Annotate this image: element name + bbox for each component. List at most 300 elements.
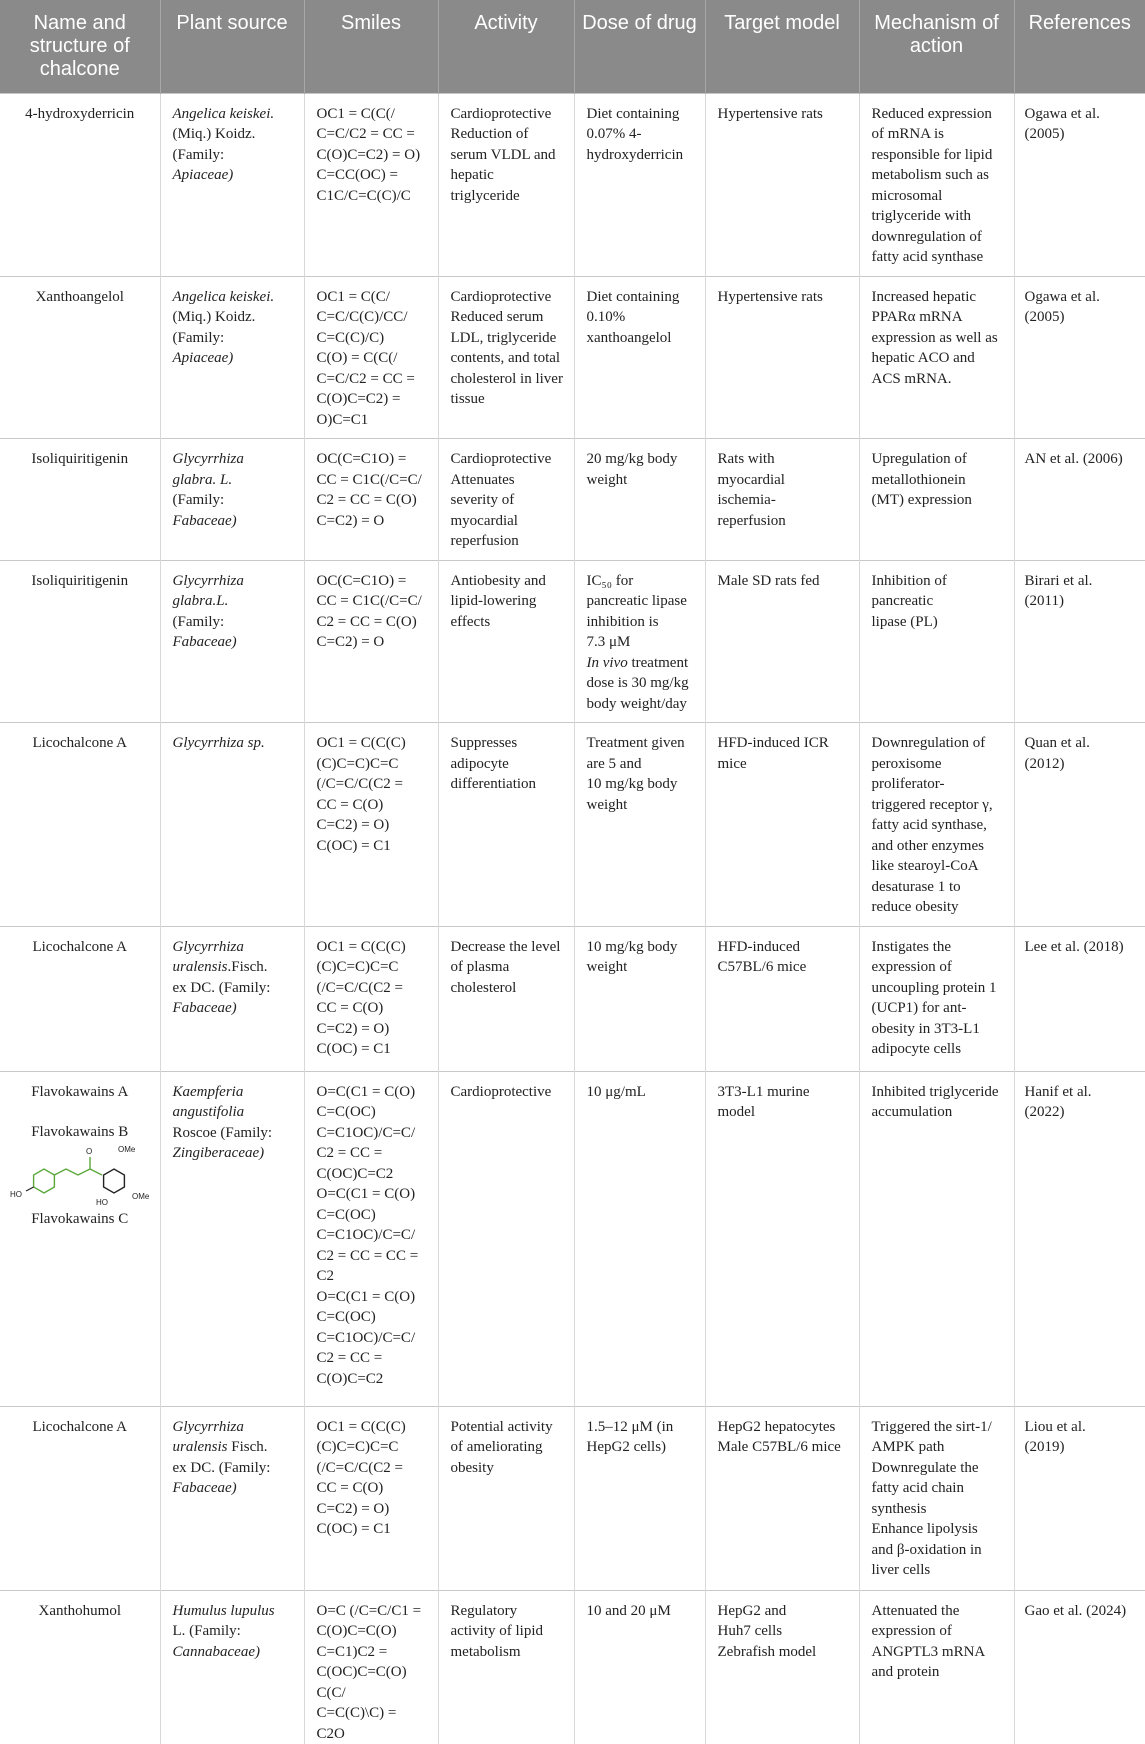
cell-line: HFD-induced ICR — [717, 735, 829, 751]
cell-line: Roscoe (Family: — [172, 1124, 273, 1141]
cell-line: CC = C1C(/C=C/ — [316, 471, 422, 488]
cell-plant — [160, 93, 304, 276]
cell-line: Humulus lupulus — [172, 1602, 275, 1619]
header-mechanism: Mechanism of action — [859, 0, 1014, 93]
cell-line: CC = C(O) — [316, 1480, 384, 1496]
cell-line: Birari et al. — [1024, 572, 1093, 589]
cell-line: (/C=C/C(C2 = — [316, 979, 404, 996]
cell-activity — [438, 1071, 574, 1406]
cell-line: C(O)C=C(O) — [316, 1623, 397, 1639]
cell-activity — [438, 926, 574, 1071]
cell-line: reduce obesity — [871, 899, 959, 915]
cell-line: 0.10% — [586, 309, 626, 325]
cell-line: glabra. L. — [172, 471, 233, 488]
cell-line: Diet containing — [586, 288, 680, 305]
cell-target — [705, 926, 859, 1071]
cell-line: fatty acid chain — [871, 1480, 964, 1496]
cell-line: triglyceride — [450, 187, 520, 204]
cell-line: O=C(C1 = C(O) — [316, 1186, 416, 1202]
cell-ref — [1014, 93, 1145, 276]
cell-plant — [160, 926, 304, 1071]
cell-line: obesity — [450, 1459, 494, 1476]
cell-line: Glycyrrhiza sp. — [172, 735, 265, 751]
cell-line: (C)C=C)C=C — [316, 1439, 399, 1455]
cell-line: HepG2 hepatocytes — [717, 1418, 836, 1435]
cell-line: Gao et al. (2024) — [1024, 1602, 1127, 1619]
cell-activity — [438, 723, 574, 927]
cell-line: responsible for lipid — [871, 146, 993, 163]
cell-line: (/C=C/C(C2 = — [316, 1459, 404, 1476]
cell-line: HepG2 cells) — [586, 1439, 667, 1455]
cell-line: Licochalcone A — [32, 938, 128, 955]
cell-line: desaturase 1 to — [871, 878, 961, 895]
cell-line: Xanthoangelol — [35, 288, 124, 305]
cell-mechanism — [859, 439, 1014, 561]
cell-line: (C)C=C)C=C — [316, 755, 399, 772]
cell-line: CC = C(O) — [316, 796, 384, 813]
cell-ref — [1014, 560, 1145, 723]
cell-line: liver cells — [871, 1562, 931, 1578]
cell-line: Decrease the level — [450, 938, 561, 955]
cell-line: 1.5–12 μM (in — [586, 1418, 674, 1435]
cell-line: Fabaceae) — [172, 1000, 237, 1016]
cell-line: activity of lipid — [450, 1623, 543, 1639]
cell-line: (Family: — [172, 613, 225, 630]
cell-line: C2 = CC = — [316, 1350, 383, 1366]
cell-ref — [1014, 1071, 1145, 1406]
cell-line: Hypertensive rats — [717, 288, 823, 305]
cell-smiles — [304, 439, 438, 561]
cell-line: are 5 and — [586, 755, 642, 772]
cell-plant — [160, 276, 304, 439]
cell-line: Instigates the — [871, 938, 952, 955]
cell-line: AMPK path — [871, 1439, 945, 1455]
cell-mechanism — [859, 723, 1014, 927]
cell-line: 7.3 μM — [586, 634, 631, 650]
cell-dose — [574, 1406, 705, 1590]
cell-line: Liou et al. — [1024, 1418, 1086, 1435]
cell-line: (2019) — [1024, 1439, 1065, 1455]
ho-bottom-label: HO — [96, 1197, 108, 1207]
cell-line: microsomal — [871, 187, 943, 204]
flavokawain-structure-image — [6, 1143, 156, 1209]
cell-line: downregulation of — [871, 228, 982, 245]
cell-target — [705, 560, 859, 723]
cell-line: (Miq.) Koidz. — [172, 309, 256, 325]
cell-line: Apiaceae) — [172, 167, 234, 183]
cell-line: Huh7 cells — [717, 1623, 783, 1639]
cell-line: Downregulate the — [871, 1459, 979, 1476]
cell-line: Zebrafish model — [717, 1643, 817, 1660]
cell-line: glabra.L. — [172, 593, 229, 609]
cell-activity — [438, 276, 574, 439]
header-name: Name and structure of chalcone — [0, 0, 160, 93]
cell-name — [0, 93, 160, 276]
cell-target — [705, 1406, 859, 1590]
cell-line: Apiaceae) — [172, 350, 234, 366]
cell-line: In vivo treatment — [586, 654, 689, 671]
cell-target — [705, 439, 859, 561]
cell-line: obesity in 3T3-L1 — [871, 1020, 980, 1037]
cell-line: of ameliorating — [450, 1439, 543, 1455]
cell-line: OC1 = C(C(C) — [316, 938, 406, 955]
cell-line: Ogawa et al. — [1024, 105, 1100, 122]
cell-activity — [438, 439, 574, 561]
cell-plant — [160, 439, 304, 561]
cell-line: O)C=C1 — [316, 411, 369, 428]
cell-line: 10 and 20 μM — [586, 1602, 671, 1619]
cell-line: Male C57BL/6 mice — [717, 1439, 841, 1455]
table-row — [0, 93, 1145, 276]
cell-line: CC = C(O) — [316, 1000, 384, 1016]
cell-dose — [574, 439, 705, 561]
cell-dose — [574, 723, 705, 927]
cell-line: O=C(C1 = C(O) — [316, 1288, 416, 1305]
header-references: References — [1014, 0, 1145, 93]
cell-plant — [160, 1071, 304, 1406]
cell-line: triggered receptor γ, — [871, 796, 993, 813]
cell-smiles — [304, 560, 438, 723]
cell-line: C=C(C)/C) — [316, 329, 385, 346]
table-row — [0, 560, 1145, 723]
cell-activity — [438, 1590, 574, 1744]
cell-line: (Family: — [172, 329, 225, 346]
cell-ref — [1014, 1406, 1145, 1590]
cell-line: uralensis Fisch. — [172, 1439, 268, 1455]
cell-line: reperfusion — [717, 512, 786, 529]
cell-name — [0, 560, 160, 723]
cell-line: C(O)C=C2 — [316, 1370, 384, 1387]
cell-line: C=C2) = O — [316, 634, 385, 650]
cell-line: 10 mg/kg body — [586, 776, 678, 792]
cell-line: dose is 30 mg/kg — [586, 675, 689, 691]
cell-line: (/C=C/C(C2 = — [316, 776, 404, 792]
cell-line: C(C/ — [316, 1684, 346, 1701]
cell-target — [705, 1590, 859, 1744]
cell-line: OC1 = C(C(/ — [316, 105, 395, 122]
cell-line: severity of — [450, 492, 515, 508]
cell-line: lipase (PL) — [871, 613, 938, 630]
cell-line: Rats with — [717, 451, 775, 467]
cell-plant — [160, 1590, 304, 1744]
cell-line: C(OC) = C1 — [316, 1521, 391, 1537]
cell-line: accumulation — [871, 1104, 953, 1120]
cell-line: hydroxyderricin — [586, 146, 684, 163]
cell-line: Isoliquiritigenin — [31, 572, 129, 589]
table-row — [0, 439, 1145, 561]
cell-line: Upregulation of — [871, 451, 967, 467]
cell-line: Hypertensive rats — [717, 105, 823, 122]
cell-line: Diet containing — [586, 105, 680, 122]
cell-line: angustifolia — [172, 1104, 245, 1120]
cell-line: Triggered the sirt-1/ — [871, 1418, 992, 1435]
cell-line: pancreatic — [871, 593, 934, 609]
cell-line: Regulatory — [450, 1602, 518, 1619]
cell-line: Cardioprotective — [450, 105, 552, 122]
cell-line: Downregulation of — [871, 735, 986, 751]
cell-line: like stearoyl-CoA — [871, 858, 979, 874]
cell-line: Zingiberaceae) — [172, 1145, 265, 1161]
cell-line: Treatment given — [586, 735, 685, 751]
cell-line: (C)C=C)C=C — [316, 959, 399, 975]
cell-line: Glycyrrhiza — [172, 572, 244, 589]
cell-line: metabolism — [450, 1643, 521, 1660]
cell-smiles — [304, 276, 438, 439]
cell-line: C(OC) = C1 — [316, 1041, 391, 1057]
cell-line: C2O — [316, 1725, 345, 1742]
cell-line: Cardioprotective — [450, 451, 552, 467]
cell-line: LDL, triglyceride — [450, 329, 557, 346]
cell-line: weight — [586, 796, 628, 813]
cell-line: 10 mg/kg body — [586, 938, 678, 955]
cell-line: IC₅₀ for — [586, 572, 634, 589]
cell-line: tissue — [450, 391, 485, 407]
cell-line: C=C/C2 = CC = — [316, 370, 415, 387]
cell-line: C(O) = C(C(/ — [316, 350, 398, 366]
cell-line: and β-oxidation in — [871, 1541, 982, 1558]
cell-line: 20 mg/kg body — [586, 451, 678, 467]
cell-line: hepatic ACO and — [871, 350, 975, 366]
cell-activity — [438, 93, 574, 276]
cell-plant — [160, 1406, 304, 1590]
ring-b — [104, 1169, 125, 1193]
cell-line: Cardioprotective — [450, 288, 552, 305]
cell-line: C(OC) = C1 — [316, 837, 391, 854]
cell-dose — [574, 926, 705, 1071]
carbonyl-o-label: O — [86, 1146, 93, 1156]
cell-line: (MT) expression — [871, 492, 972, 508]
cell-line: C2 = CC = C(O) — [316, 613, 417, 630]
cell-dose — [574, 93, 705, 276]
cell-line: Attenuated the — [871, 1602, 960, 1619]
cell-smiles — [304, 926, 438, 1071]
cell-ref — [1014, 723, 1145, 927]
cell-line: Attenuates — [450, 471, 515, 488]
cell-line: body weight/day — [586, 695, 687, 712]
cell-line: weight — [586, 471, 628, 488]
cell-ref — [1014, 926, 1145, 1071]
cell-line: Fabaceae) — [172, 512, 237, 529]
spacer — [6, 1102, 154, 1122]
cell-line: C=C(C)\C) = — [316, 1705, 397, 1721]
cell-target — [705, 723, 859, 927]
cell-line: C(OC)C=C(O) — [316, 1664, 407, 1680]
cell-activity — [438, 1406, 574, 1590]
cell-line: Hanif et al. — [1024, 1083, 1092, 1100]
cell-line: O=C (/C=C/C1 = — [316, 1602, 422, 1619]
cell-line: ACS mRNA. — [871, 370, 952, 387]
cell-line: synthesis — [871, 1500, 927, 1517]
cell-line: xanthoangelol — [586, 329, 672, 346]
cell-line: C=CC(OC) = — [316, 167, 399, 183]
ring-a — [34, 1169, 55, 1193]
cell-line: OC1 = C(C(C) — [316, 1418, 406, 1435]
cell-line: ANGPTL3 mRNA — [871, 1643, 986, 1660]
cell-line: peroxisome — [871, 755, 942, 772]
cell-plant — [160, 723, 304, 927]
cell-name — [0, 926, 160, 1071]
cell-line: CC = C1C(/C=C/ — [316, 593, 422, 609]
cell-line: Fabaceae) — [172, 634, 237, 650]
cell-line: Kaempferia — [172, 1083, 244, 1100]
cell-ref — [1014, 1590, 1145, 1744]
cell-line: C2 — [316, 1268, 335, 1284]
cell-line: C2 = CC = C(O) — [316, 492, 417, 508]
cell-line: expression as well as — [871, 329, 998, 346]
cell-line: OC1 = C(C(C) — [316, 735, 406, 751]
cell-line: (2012) — [1024, 755, 1065, 772]
cell-line: inhibition is — [586, 613, 659, 630]
cell-line: Potential activity — [450, 1418, 553, 1435]
cell-line: (Miq.) Koidz. — [172, 126, 256, 142]
cell-line: Flavokawains B — [31, 1124, 129, 1140]
cell-line: Ogawa et al. — [1024, 288, 1100, 305]
cell-line: effects — [450, 613, 491, 630]
cell-line: C2 = CC = CC = — [316, 1247, 419, 1264]
cell-dose — [574, 276, 705, 439]
cell-line: C=C1)C2 = — [316, 1643, 388, 1660]
cell-line: Cannabaceae) — [172, 1643, 260, 1660]
header-activity: Activity — [438, 0, 574, 93]
cell-line: HepG2 and — [717, 1602, 787, 1619]
cell-line: Increased hepatic — [871, 288, 977, 305]
table-row — [0, 276, 1145, 439]
cell-line: C57BL/6 mice — [717, 959, 807, 975]
cell-dose — [574, 560, 705, 723]
cell-line: C2 = CC = — [316, 1145, 383, 1161]
cell-line: C=C1OC)/C=C/ — [316, 1329, 416, 1346]
cell-smiles — [304, 93, 438, 276]
cell-smiles — [304, 723, 438, 927]
cell-line: Flavokawains C — [31, 1210, 129, 1227]
cell-line: uncoupling protein 1 — [871, 979, 997, 996]
cell-line: C=C2) = O) — [316, 1020, 390, 1037]
cell-line: L. (Family: — [172, 1623, 241, 1639]
cell-mechanism — [859, 560, 1014, 723]
cell-smiles — [304, 1071, 438, 1406]
table-row — [0, 1071, 1145, 1406]
cell-line: Licochalcone A — [32, 735, 128, 751]
cell-name — [0, 439, 160, 561]
cell-line: reperfusion — [450, 533, 519, 549]
cell-line: metabolism such as — [871, 167, 989, 183]
cell-line: of mRNA is — [871, 126, 945, 142]
cell-line: Angelica keiskei. — [172, 288, 275, 305]
cell-line: fatty acid synthase, — [871, 817, 987, 833]
cell-line: contents, and total — [450, 350, 561, 366]
cell-activity — [438, 560, 574, 723]
cell-line: Fabaceae) — [172, 1480, 237, 1496]
cell-line: AN et al. (2006) — [1024, 451, 1123, 467]
cell-line: 10 μg/mL — [586, 1083, 646, 1100]
cell-mechanism — [859, 1071, 1014, 1406]
cell-name — [0, 723, 160, 927]
cell-mechanism — [859, 1590, 1014, 1744]
cell-line: PPARα mRNA — [871, 309, 963, 325]
cell-name — [0, 1590, 160, 1744]
cell-line: uralensis.Fisch. — [172, 959, 268, 975]
cell-line: O=C(C1 = C(O) — [316, 1083, 416, 1100]
cell-line: HFD-induced — [717, 938, 800, 955]
ho-left-label: HO — [10, 1189, 22, 1199]
cell-line: (2005) — [1024, 126, 1065, 142]
cell-line: 3T3-L1 murine — [717, 1083, 810, 1100]
cell-line: and protein — [871, 1664, 940, 1680]
cell-line: Glycyrrhiza — [172, 451, 244, 467]
cell-line: Reduced serum — [450, 309, 544, 325]
cell-line: Cardioprotective — [450, 1083, 552, 1100]
cell-line: proliferator- — [871, 776, 945, 792]
cell-dose — [574, 1071, 705, 1406]
cell-line: 4-hydroxyderricin — [25, 105, 135, 122]
cell-line: OC1 = C(C/ — [316, 288, 390, 305]
cell-line: Flavokawains A — [31, 1083, 129, 1100]
cell-line: Xanthohumol — [38, 1602, 121, 1619]
cell-line: C=C/C(C)/CC/ — [316, 309, 408, 325]
cell-name — [0, 1071, 160, 1406]
cell-line: Licochalcone A — [32, 1418, 128, 1435]
cell-line: Lee et al. (2018) — [1024, 938, 1124, 955]
cell-line: differentiation — [450, 776, 537, 792]
cell-line: C=C(OC) — [316, 1104, 376, 1120]
cell-mechanism — [859, 926, 1014, 1071]
cell-line: Male SD rats fed — [717, 572, 820, 589]
enone-chain — [54, 1169, 102, 1175]
header-plant-source: Plant source — [160, 0, 304, 93]
cell-line: C=C/C2 = CC = — [316, 126, 415, 142]
cell-line: adipocyte cells — [871, 1041, 962, 1057]
cell-line: lipid-lowering — [450, 593, 537, 609]
cell-line: (UCP1) for ant- — [871, 1000, 967, 1016]
cell-ref — [1014, 439, 1145, 561]
cell-line: of plasma — [450, 959, 510, 975]
cell-line: (Family: — [172, 146, 225, 163]
cell-line: 0.07% 4- — [586, 126, 642, 142]
cell-line: hepatic — [450, 167, 494, 183]
cell-line: ex DC. (Family: — [172, 979, 271, 996]
table-row — [0, 1406, 1145, 1590]
cell-line: pancreatic lipase — [586, 593, 687, 609]
cell-line: serum VLDL and — [450, 146, 556, 163]
cell-line: Reduction of — [450, 126, 529, 142]
cell-dose — [574, 1590, 705, 1744]
cell-line: C=C1OC)/C=C/ — [316, 1124, 416, 1141]
cell-line: ex DC. (Family: — [172, 1459, 271, 1476]
cell-line: myocardial — [717, 471, 785, 488]
cell-line: fatty acid synthase — [871, 249, 984, 265]
cell-mechanism — [859, 1406, 1014, 1590]
ome-top-label: OMe — [118, 1144, 136, 1154]
cell-line: Antiobesity and — [450, 572, 546, 589]
cell-line: adipocyte — [450, 755, 509, 772]
cell-line: model — [717, 1104, 755, 1120]
cell-line: (2005) — [1024, 309, 1065, 325]
cell-target — [705, 276, 859, 439]
cell-line: C(O)C=C2) = O) — [316, 146, 421, 163]
cell-line: C=C1OC)/C=C/ — [316, 1227, 416, 1243]
cell-line: C=C2) = O) — [316, 817, 390, 833]
cell-line: C1C/C=C(C)/C — [316, 187, 411, 204]
cell-mechanism — [859, 276, 1014, 439]
cell-line: cholesterol in liver — [450, 370, 563, 387]
cell-line: OC(C=C1O) = — [316, 572, 407, 589]
cell-line: Angelica keiskei. — [172, 105, 275, 122]
cell-line: Suppresses — [450, 735, 518, 751]
header-target-model: Target model — [705, 0, 859, 93]
header-smiles: Smiles — [304, 0, 438, 93]
cell-ref — [1014, 276, 1145, 439]
cell-line: Isoliquiritigenin — [31, 451, 129, 467]
